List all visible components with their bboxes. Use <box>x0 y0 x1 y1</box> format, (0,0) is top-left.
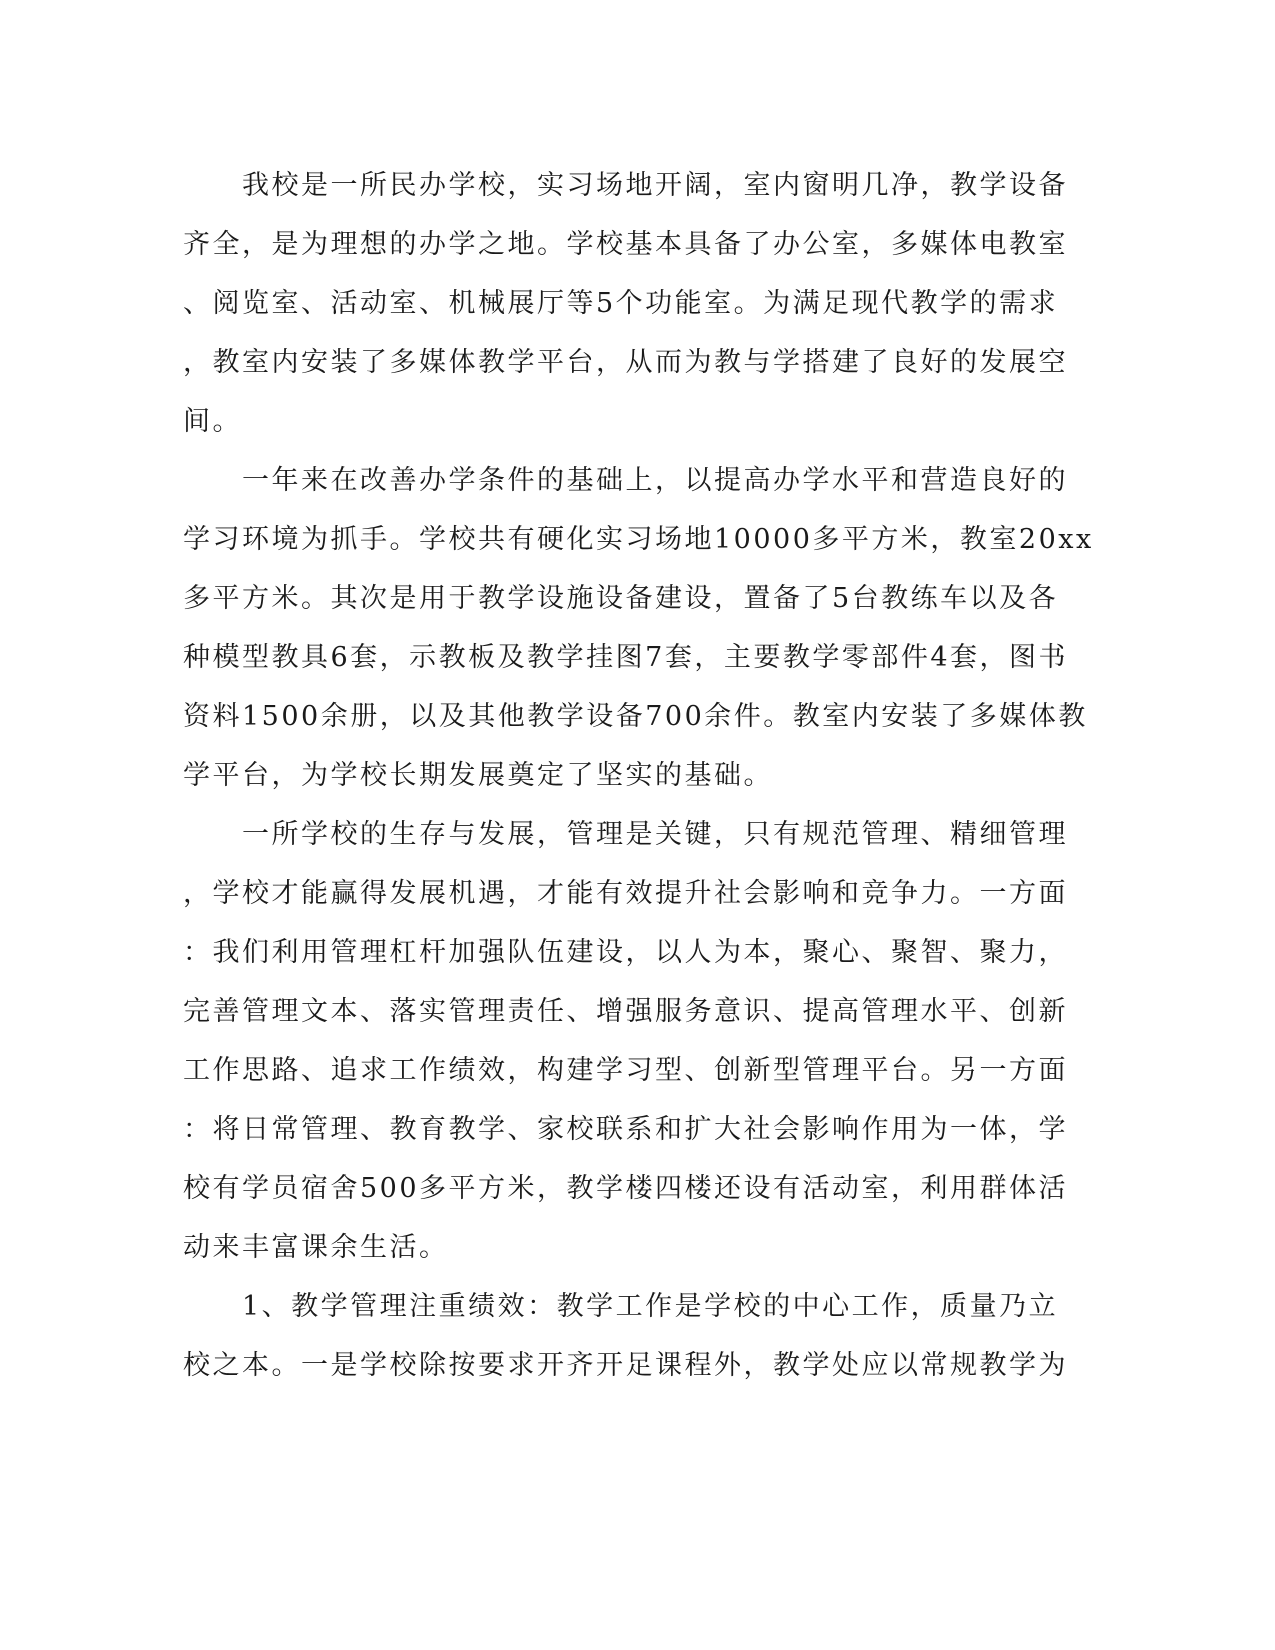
text-line: 多平方米。其次是用于教学设施设备建设，置备了5台教练车以及各 <box>183 583 1059 614</box>
paragraph-1 <box>183 156 1068 451</box>
paragraph-2 <box>183 451 1094 805</box>
text-line: 、阅览室、活动室、机械展厅等5个功能室。为满足现代教学的需求 <box>183 288 1059 319</box>
text-line: ，学校才能赢得发展机遇，才能有效提升社会影响和竞争力。一方面 <box>183 878 1068 909</box>
text-line: 学平台，为学校长期发展奠定了坚实的基础。 <box>183 760 773 791</box>
text-line: 齐全，是为理想的办学之地。学校基本具备了办公室，多媒体电教室 <box>183 229 1068 260</box>
text-line: 动来丰富课余生活。 <box>183 1232 449 1263</box>
text-line: 校之本。一是学校除按要求开齐开足课程外，教学处应以常规教学为 <box>183 1350 1068 1381</box>
text-line: 完善管理文本、落实管理责任、增强服务意识、提高管理水平、创新 <box>183 996 1068 1027</box>
text-line: 资料1500余册，以及其他教学设备700余件。教室内安装了多媒体教 <box>183 701 1088 732</box>
text-line: 一年来在改善办学条件的基础上，以提高办学水平和营造良好的 <box>183 465 1068 496</box>
text-line: ：我们利用管理杠杆加强队伍建设，以人为本，聚心、聚智、聚力， <box>183 937 1068 968</box>
text-line: 工作思路、追求工作绩效，构建学习型、创新型管理平台。另一方面 <box>183 1055 1068 1086</box>
paragraph-3 <box>183 805 1069 1277</box>
document-body <box>183 156 1094 1395</box>
text-line: 我校是一所民办学校，实习场地开阔，室内窗明几净，教学设备 <box>183 170 1068 201</box>
text-line: ，教室内安装了多媒体教学平台，从而为教与学搭建了良好的发展空 <box>183 347 1068 378</box>
text-line: 一所学校的生存与发展，管理是关键，只有规范管理、精细管理 <box>183 819 1068 850</box>
text-line: ：将日常管理、教育教学、家校联系和扩大社会影响作用为一体，学 <box>183 1114 1068 1145</box>
text-line: 校有学员宿舍500多平方米，教学楼四楼还设有活动室，利用群体活 <box>183 1173 1069 1204</box>
text-line: 学习环境为抓手。学校共有硬化实习场地10000多平方米，教室20xx <box>183 524 1094 555</box>
text-line: 1、教学管理注重绩效：教学工作是学校的中心工作，质量乃立 <box>183 1291 1059 1322</box>
text-line: 种模型教具6套，示教板及教学挂图7套，主要教学零部件4套，图书 <box>183 642 1069 673</box>
paragraph-4 <box>183 1277 1068 1395</box>
text-line: 间。 <box>183 406 242 437</box>
